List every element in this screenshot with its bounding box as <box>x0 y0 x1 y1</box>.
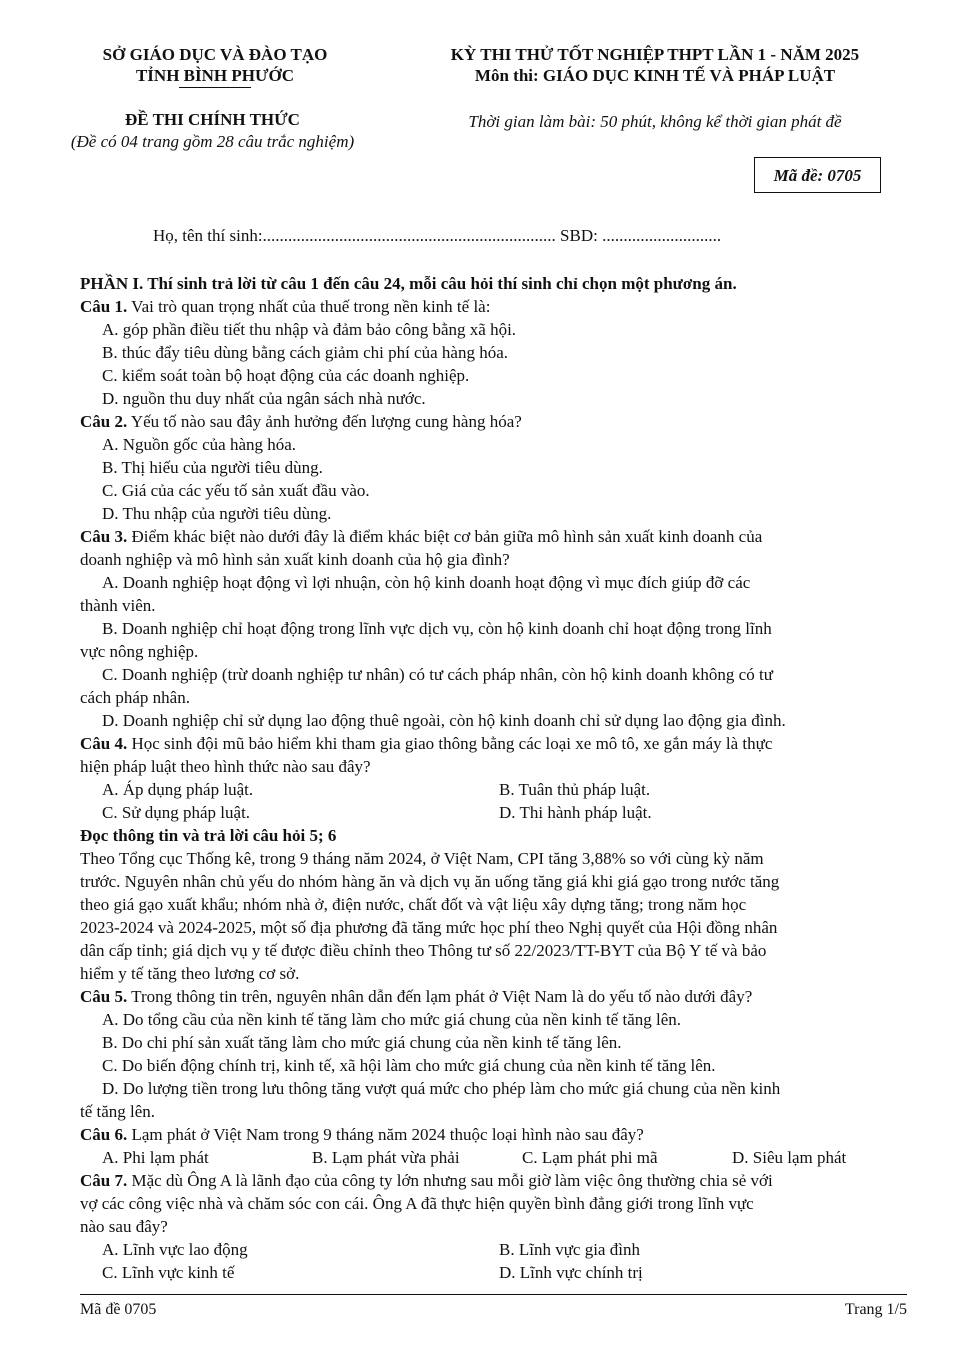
option-a-cont: thành viên. <box>80 596 156 615</box>
question-label: Câu 1. <box>80 297 128 316</box>
option-b: B. Tuân thủ pháp luật. <box>499 780 651 799</box>
question-label: Câu 7. <box>80 1171 128 1190</box>
option-a: A. Doanh nghiệp hoạt động vì lợi nhuận, còn hộ kinh doanh hoạt động vì mục đích giúp đỡ các <box>102 573 751 592</box>
option-d-cont: tế tăng lên. <box>80 1102 156 1121</box>
question-text: Trong thông tin trên, nguyên nhân dẫn đến lạm phát ở Việt Nam là do yếu tố nào dưới đây? <box>127 987 753 1006</box>
question-label: Câu 5. <box>80 987 128 1006</box>
question-label: Câu 4. <box>80 734 128 753</box>
question-text-cont: nào sau đây? <box>80 1217 168 1236</box>
candidate-info-line: Họ, tên thí sinh:..................................................................... SBD: ............................ <box>153 226 722 245</box>
option-c: C. Giá của các yếu tố sản xuất đầu vào. <box>102 481 370 500</box>
option-a: A. Lĩnh vực lao động <box>102 1240 248 1259</box>
question-6 <box>80 1123 907 1146</box>
options-row <box>80 1238 907 1261</box>
question-text-cont: doanh nghiệp và mô hình sản xuất kinh doanh của hộ gia đình? <box>80 550 510 569</box>
option-d: D. nguồn thu duy nhất của ngân sách nhà nước. <box>102 389 426 408</box>
official-block <box>40 109 385 153</box>
option-d: D. Lĩnh vực chính trị <box>499 1263 643 1282</box>
department-header <box>50 44 380 88</box>
option-b: B. Lạm phát vừa phải <box>312 1148 460 1167</box>
option-a: A. góp phần điều tiết thu nhập và đảm bảo công bằng xã hội. <box>102 320 517 339</box>
exam-subject: Môn thi: GIÁO DỤC KINH TẾ VÀ PHÁP LUẬT <box>474 66 836 85</box>
option-c: C. Doanh nghiệp (trừ doanh nghiệp tư nhân) có tư cách pháp nhân, còn hộ kinh doanh không có tư <box>102 665 773 684</box>
question-7 <box>80 1169 907 1192</box>
question-1 <box>80 295 907 318</box>
question-text-cont: hiện pháp luật theo hình thức nào sau đây? <box>80 757 371 776</box>
question-text: Mặc dù Ông A là lãnh đạo của công ty lớn nhưng sau mỗi giờ làm việc ông thường chia sẻ với <box>127 1171 773 1190</box>
option-c: C. Lạm phát phi mã <box>522 1148 658 1167</box>
official-note: (Đề có 04 trang gồm 28 câu trắc nghiệm) <box>70 132 355 151</box>
option-b: B. Doanh nghiệp chỉ hoạt động trong lĩnh vực dịch vụ, còn hộ kinh doanh chỉ hoạt động trong lĩnh <box>102 619 772 638</box>
official-label: ĐỀ THI CHÍNH THỨC <box>125 110 300 129</box>
part-1-heading: PHẦN I. Thí sinh trả lời từ câu 1 đến câu 24, mỗi câu hỏi thí sinh chỉ chọn một phương án. <box>80 274 737 293</box>
option-c: C. Do biến động chính trị, kinh tế, xã hội làm cho mức giá chung của nền kinh tế tăng lên. <box>102 1056 716 1075</box>
option-b: B. Lĩnh vực gia đình <box>499 1240 640 1259</box>
option-d: D. Thi hành pháp luật. <box>499 803 652 822</box>
passage-line: dân cấp tỉnh; giá dịch vụ y tế được điều chỉnh theo Thông tư số 22/2023/TT-BYT của Bộ Y tế và bảo <box>80 941 767 960</box>
option-a: A. Do tổng cầu của nền kinh tế tăng làm cho mức giá chung của nền kinh tế tăng lên. <box>102 1010 682 1029</box>
time-note: Thời gian làm bài: 50 phút, không kể thời gian phát đề <box>468 112 842 131</box>
option-d: D. Thu nhập của người tiêu dùng. <box>102 504 332 523</box>
options-row <box>80 1146 907 1169</box>
header-divider <box>179 87 251 88</box>
option-a: A. Áp dụng pháp luật. <box>102 780 254 799</box>
question-label: Câu 2. <box>80 412 128 431</box>
passage-line: Theo Tổng cục Thống kê, trong 9 tháng năm 2024, ở Việt Nam, CPI tăng 3,88% so với cùng kỳ năm <box>80 849 764 868</box>
option-a: A. Nguồn gốc của hàng hóa. <box>102 435 297 454</box>
exam-code: Mã đề: 0705 <box>773 165 862 185</box>
option-d: D. Doanh nghiệp chỉ sử dụng lao động thuê ngoài, còn hộ kinh doanh chỉ sử dụng lao động gia đình. <box>102 711 786 730</box>
passage-heading: Đọc thông tin và trả lời câu hỏi 5; 6 <box>80 826 337 845</box>
option-d: D. Do lượng tiền trong lưu thông tăng vượt quá mức cho phép làm cho mức giá chung của nền kinh <box>102 1079 781 1098</box>
question-text: Vai trò quan trọng nhất của thuế trong nền kinh tế là: <box>127 297 491 316</box>
question-5 <box>80 985 907 1008</box>
footer-exam-code: Mã đề 0705 <box>80 1301 157 1318</box>
footer-page-number: Trang 1/5 <box>844 1301 907 1318</box>
option-c: C. Lĩnh vực kinh tế <box>102 1263 235 1282</box>
question-label: Câu 3. <box>80 527 128 546</box>
question-text-cont: vợ các công việc nhà và chăm sóc con cái. Ông A đã thực hiện quyền bình đẳng giới trong lĩnh vực <box>80 1194 754 1213</box>
question-label: Câu 6. <box>80 1125 128 1144</box>
option-c: C. kiểm soát toàn bộ hoạt động của các doanh nghiệp. <box>102 366 470 385</box>
option-a: A. Phi lạm phát <box>102 1148 209 1167</box>
exam-content <box>80 272 907 1284</box>
options-row <box>80 1261 907 1284</box>
question-text: Lạm phát ở Việt Nam trong 9 tháng năm 2024 thuộc loại hình nào sau đây? <box>127 1125 644 1144</box>
question-text: Yếu tố nào sau đây ảnh hưởng đến lượng cung hàng hóa? <box>127 412 522 431</box>
exam-code-box <box>754 157 881 193</box>
option-c-cont: cách pháp nhân. <box>80 688 190 707</box>
question-text: Học sinh đội mũ bảo hiểm khi tham gia giao thông bằng các loại xe mô tô, xe gắn máy là thực <box>127 734 773 753</box>
option-b: B. thúc đẩy tiêu dùng bằng cách giảm chi phí của hàng hóa. <box>102 343 508 362</box>
exam-header <box>400 44 910 86</box>
option-c: C. Sử dụng pháp luật. <box>102 803 251 822</box>
question-text: Điểm khác biệt nào dưới đây là điểm khác biệt cơ bản giữa mô hình sản xuất kinh doanh của <box>127 527 763 546</box>
question-3 <box>80 525 907 548</box>
option-b: B. Thị hiếu của người tiêu dùng. <box>102 458 323 477</box>
passage-line: hiểm y tế tăng theo lương cơ sở. <box>80 964 300 983</box>
department-name: SỞ GIÁO DỤC VÀ ĐÀO TẠO <box>102 45 328 64</box>
option-b-cont: vực nông nghiệp. <box>80 642 199 661</box>
option-b: B. Do chi phí sản xuất tăng làm cho mức giá chung của nền kinh tế tăng lên. <box>102 1033 622 1052</box>
passage-line: trước. Nguyên nhân chủ yếu do nhóm hàng ăn và dịch vụ ăn uống tăng giá khi giá gạo trong nước tăng <box>80 872 780 891</box>
footer-divider <box>80 1294 907 1295</box>
options-row <box>80 778 907 801</box>
option-d: D. Siêu lạm phát <box>732 1148 847 1167</box>
options-row <box>80 801 907 824</box>
passage-line: 2023-2024 và 2024-2025, một số địa phương đã tăng mức học phí theo Nghị quyết của Hội đồng nhân <box>80 918 778 937</box>
exam-title: KỲ THI THỬ TỐT NGHIỆP THPT LẦN 1 - NĂM 2025 <box>450 45 860 64</box>
passage-line: theo giá gạo xuất khẩu; nhóm nhà ở, điện nước, chất đốt và vật liệu xây dựng tăng; trong năm học <box>80 895 747 914</box>
question-4 <box>80 732 907 755</box>
province-name: TỈNH BÌNH PHƯỚC <box>135 66 295 85</box>
question-2 <box>80 410 907 433</box>
